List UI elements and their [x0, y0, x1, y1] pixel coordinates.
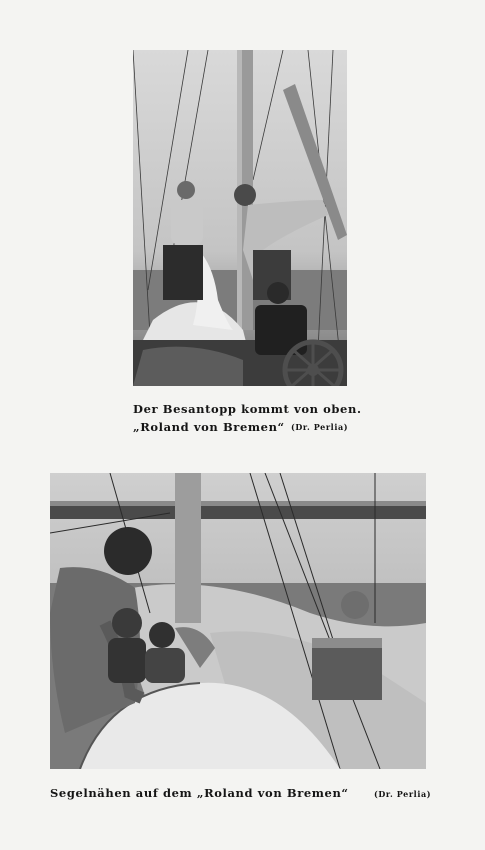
photo-credit-2: (Dr. Perlia) — [374, 789, 432, 799]
caption-sail-sewing: Segelnähen auf dem „Roland von Bremen“ — [50, 786, 349, 800]
photo-sail-sewing — [50, 473, 426, 769]
photo-mizzen-mast — [133, 50, 347, 386]
caption-mizzen-mast: Der Besantopp kommt von oben. — [133, 402, 362, 416]
photo-mizzen-mast-image — [133, 50, 347, 386]
caption-ship-name: „Roland von Bremen“ — [133, 420, 285, 434]
photo-sail-sewing-image — [50, 473, 426, 769]
photo-credit-1: (Dr. Perlia) — [291, 422, 349, 432]
